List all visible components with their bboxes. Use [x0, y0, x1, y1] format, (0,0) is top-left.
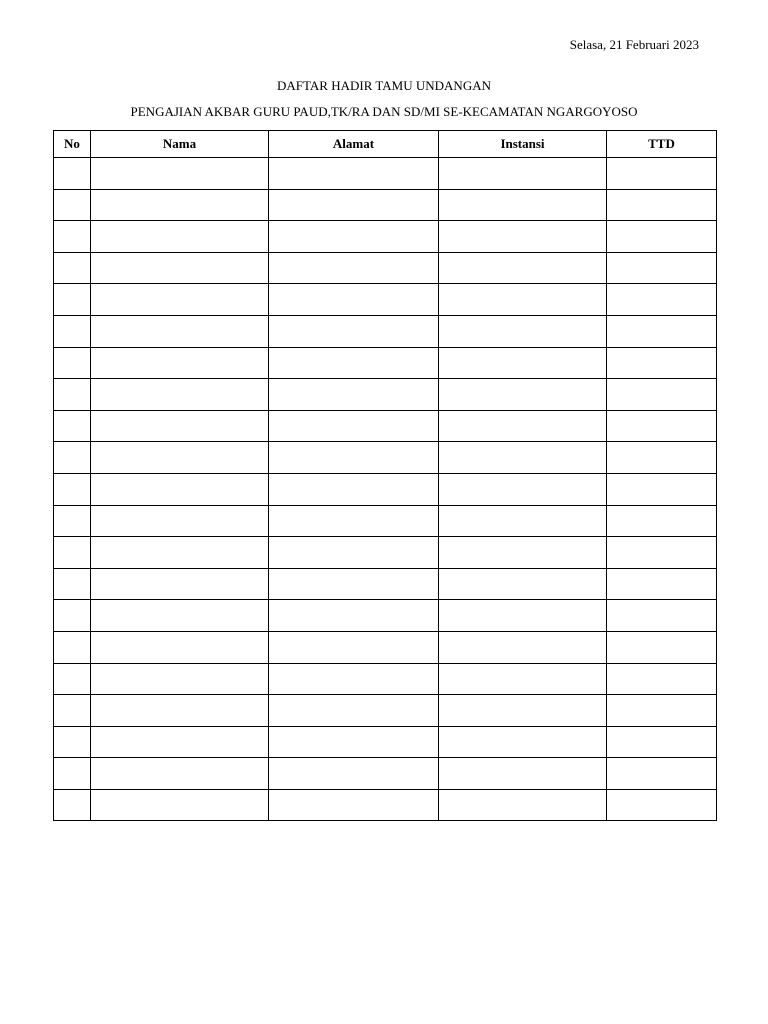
- cell-nama: [91, 473, 269, 505]
- table-row: [54, 189, 717, 221]
- cell-no: [54, 726, 91, 758]
- cell-ttd: [607, 379, 717, 411]
- cell-no: [54, 663, 91, 695]
- date-line: Selasa, 21 Februari 2023: [569, 37, 699, 52]
- cell-alamat: [269, 315, 439, 347]
- cell-no: [54, 473, 91, 505]
- cell-alamat: [269, 695, 439, 727]
- cell-nama: [91, 315, 269, 347]
- table-row: [54, 505, 717, 537]
- table-row: [54, 726, 717, 758]
- cell-no: [54, 284, 91, 316]
- cell-nama: [91, 568, 269, 600]
- cell-instansi: [439, 789, 607, 821]
- cell-ttd: [607, 347, 717, 379]
- table-row: [54, 473, 717, 505]
- cell-no: [54, 221, 91, 253]
- document-subtitle: PENGAJIAN AKBAR GURU PAUD,TK/RA DAN SD/MI SE-KECAMATAN NGARGOYOSO: [130, 104, 638, 119]
- cell-instansi: [439, 442, 607, 474]
- cell-ttd: [607, 473, 717, 505]
- cell-ttd: [607, 315, 717, 347]
- header-no: No: [54, 131, 91, 158]
- cell-ttd: [607, 789, 717, 821]
- cell-ttd: [607, 663, 717, 695]
- cell-nama: [91, 505, 269, 537]
- cell-ttd: [607, 537, 717, 569]
- cell-no: [54, 189, 91, 221]
- cell-instansi: [439, 663, 607, 695]
- cell-alamat: [269, 284, 439, 316]
- cell-alamat: [269, 600, 439, 632]
- cell-nama: [91, 252, 269, 284]
- cell-ttd: [607, 726, 717, 758]
- table-row: [54, 789, 717, 821]
- cell-ttd: [607, 758, 717, 790]
- cell-instansi: [439, 252, 607, 284]
- cell-ttd: [607, 158, 717, 190]
- cell-no: [54, 252, 91, 284]
- cell-instansi: [439, 726, 607, 758]
- table-row: [54, 537, 717, 569]
- cell-nama: [91, 537, 269, 569]
- table-row: [54, 758, 717, 790]
- cell-ttd: [607, 284, 717, 316]
- cell-alamat: [269, 221, 439, 253]
- cell-ttd: [607, 410, 717, 442]
- cell-ttd: [607, 600, 717, 632]
- cell-alamat: [269, 568, 439, 600]
- cell-nama: [91, 221, 269, 253]
- cell-ttd: [607, 442, 717, 474]
- table-row: [54, 442, 717, 474]
- cell-no: [54, 442, 91, 474]
- cell-no: [54, 410, 91, 442]
- cell-instansi: [439, 568, 607, 600]
- cell-alamat: [269, 158, 439, 190]
- cell-no: [54, 568, 91, 600]
- cell-nama: [91, 284, 269, 316]
- cell-nama: [91, 631, 269, 663]
- cell-instansi: [439, 695, 607, 727]
- cell-alamat: [269, 442, 439, 474]
- cell-no: [54, 315, 91, 347]
- header-instansi: Instansi: [439, 131, 607, 158]
- cell-ttd: [607, 505, 717, 537]
- cell-ttd: [607, 568, 717, 600]
- header-alamat: Alamat: [269, 131, 439, 158]
- cell-instansi: [439, 221, 607, 253]
- cell-ttd: [607, 695, 717, 727]
- cell-no: [54, 789, 91, 821]
- cell-instansi: [439, 158, 607, 190]
- cell-alamat: [269, 726, 439, 758]
- cell-no: [54, 158, 91, 190]
- cell-alamat: [269, 537, 439, 569]
- cell-ttd: [607, 189, 717, 221]
- cell-instansi: [439, 284, 607, 316]
- table-body: [54, 158, 717, 821]
- cell-alamat: [269, 252, 439, 284]
- cell-nama: [91, 189, 269, 221]
- table-header-row: [54, 131, 717, 158]
- cell-ttd: [607, 221, 717, 253]
- cell-nama: [91, 789, 269, 821]
- cell-nama: [91, 442, 269, 474]
- cell-no: [54, 695, 91, 727]
- table-row: [54, 600, 717, 632]
- cell-ttd: [607, 631, 717, 663]
- table-row: [54, 221, 717, 253]
- cell-instansi: [439, 410, 607, 442]
- cell-instansi: [439, 758, 607, 790]
- table-row: [54, 158, 717, 190]
- cell-nama: [91, 663, 269, 695]
- cell-nama: [91, 379, 269, 411]
- header-nama: Nama: [91, 131, 269, 158]
- cell-nama: [91, 347, 269, 379]
- cell-instansi: [439, 347, 607, 379]
- cell-alamat: [269, 189, 439, 221]
- cell-ttd: [607, 252, 717, 284]
- table-row: [54, 252, 717, 284]
- cell-alamat: [269, 758, 439, 790]
- cell-alamat: [269, 789, 439, 821]
- table-row: [54, 379, 717, 411]
- table-row: [54, 284, 717, 316]
- cell-instansi: [439, 379, 607, 411]
- cell-instansi: [439, 631, 607, 663]
- table-row: [54, 631, 717, 663]
- cell-alamat: [269, 347, 439, 379]
- cell-instansi: [439, 600, 607, 632]
- cell-nama: [91, 600, 269, 632]
- cell-alamat: [269, 663, 439, 695]
- cell-no: [54, 505, 91, 537]
- cell-instansi: [439, 505, 607, 537]
- cell-instansi: [439, 315, 607, 347]
- cell-nama: [91, 726, 269, 758]
- cell-instansi: [439, 473, 607, 505]
- cell-no: [54, 600, 91, 632]
- cell-alamat: [269, 505, 439, 537]
- cell-no: [54, 347, 91, 379]
- cell-no: [54, 379, 91, 411]
- table-row: [54, 695, 717, 727]
- cell-nama: [91, 410, 269, 442]
- cell-instansi: [439, 537, 607, 569]
- document-title: DAFTAR HADIR TAMU UNDANGAN: [277, 78, 491, 93]
- attendance-table: [53, 130, 717, 821]
- table-row: [54, 410, 717, 442]
- table-row: [54, 347, 717, 379]
- cell-alamat: [269, 410, 439, 442]
- cell-alamat: [269, 473, 439, 505]
- table-row: [54, 568, 717, 600]
- cell-nama: [91, 758, 269, 790]
- cell-alamat: [269, 631, 439, 663]
- cell-no: [54, 758, 91, 790]
- cell-no: [54, 631, 91, 663]
- table-row: [54, 663, 717, 695]
- cell-nama: [91, 695, 269, 727]
- cell-no: [54, 537, 91, 569]
- cell-instansi: [439, 189, 607, 221]
- cell-nama: [91, 158, 269, 190]
- table-row: [54, 315, 717, 347]
- header-ttd: TTD: [607, 131, 717, 158]
- cell-alamat: [269, 379, 439, 411]
